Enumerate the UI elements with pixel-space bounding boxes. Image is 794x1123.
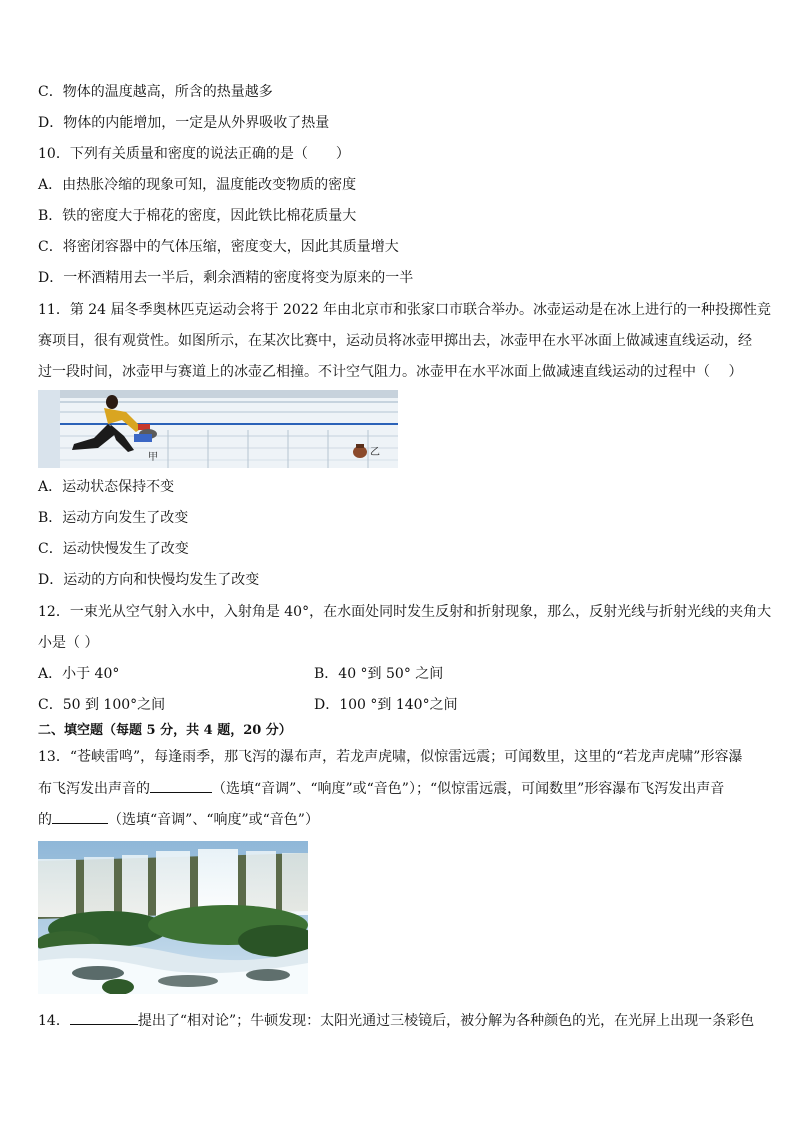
q11-stem-line3: 过一段时间，冰壶甲与赛道上的冰壶乙相撞。不计空气阻力。冰壶甲在水平冰面上做减速直线运动的过程中（ ） bbox=[38, 364, 743, 380]
q14-blank-1[interactable] bbox=[70, 1010, 138, 1025]
curling-illustration bbox=[38, 390, 398, 468]
q12-option-c: C．50 到 100°之间 bbox=[38, 697, 166, 713]
curling-label-yi: 乙 bbox=[370, 447, 380, 458]
q13-blank-1[interactable] bbox=[150, 778, 212, 793]
q14-stem-line1 bbox=[38, 1010, 754, 1031]
q10-option-a: A．由热胀冷缩的现象可知，温度能改变物质的密度 bbox=[38, 177, 357, 193]
q12-stem-line2: 小是（ ） bbox=[38, 635, 99, 651]
q10-option-b: B．铁的密度大于棉花的密度，因此铁比棉花质量大 bbox=[38, 208, 357, 224]
q11-option-a: A．运动状态保持不变 bbox=[38, 479, 175, 495]
q11-stem-line2: 赛项目，很有观赏性。如图所示，在某次比赛中，运动员将冰壶甲掷出去，冰壶甲在水平冰面上做减速直线运动，经 bbox=[38, 333, 752, 349]
q13-blank-2[interactable] bbox=[52, 809, 108, 824]
q9-option-d: D．物体的内能增加，一定是从外界吸收了热量 bbox=[38, 115, 330, 131]
waterfall-illustration bbox=[38, 841, 308, 994]
section-fill-in-title: 二、填空题（每题 5 分，共 4 题，20 分） bbox=[38, 723, 292, 738]
q12-option-b: B．40 °到 50° 之间 bbox=[314, 666, 444, 682]
q14-text: 提出了“相对论”；牛顿发现：太阳光通过三棱镜后，被分解为各种颜色的光，在光屏上出现一条彩色 bbox=[137, 1013, 755, 1029]
q10-option-d: D．一杯酒精用去一半后，剩余酒精的密度将变为原来的一半 bbox=[38, 270, 414, 286]
q13-line2-text-a: 布飞泻发出声音的 bbox=[38, 781, 150, 797]
q10-stem: 10．下列有关质量和密度的说法正确的是（ ） bbox=[38, 146, 350, 162]
q13-line2-text-b: （选填“音调”、“响度”或“音色”）；“似惊雷远震，可闻数里”形容瀑布飞泻发出声音 bbox=[212, 781, 725, 797]
q10-option-c: C．将密闭容器中的气体压缩，密度变大，因此其质量增大 bbox=[38, 239, 399, 255]
curling-figure bbox=[38, 390, 398, 468]
waterfall-figure bbox=[38, 841, 308, 994]
q13-line3-text-b: （选填“音调”、“响度”或“音色”） bbox=[108, 812, 319, 828]
q12-option-d: D．100 °到 140°之间 bbox=[314, 697, 458, 713]
q11-option-c: C．运动快慢发生了改变 bbox=[38, 541, 189, 557]
q14-number: 14． bbox=[38, 1013, 70, 1029]
q13-stem-line2 bbox=[38, 778, 724, 799]
q11-option-d: D．运动的方向和快慢均发生了改变 bbox=[38, 572, 260, 588]
q13-stem-line1: 13．“苍峡雷鸣”，每逢雨季，那飞泻的瀑布声，若龙声虎啸，似惊雷远震；可闻数里，这里的“若龙声虎啸”形容瀑 bbox=[38, 749, 743, 765]
q12-option-a: A．小于 40° bbox=[38, 666, 120, 682]
q9-option-c: C．物体的温度越高，所含的热量越多 bbox=[38, 84, 273, 100]
q11-option-b: B．运动方向发生了改变 bbox=[38, 510, 189, 526]
q11-stem-line1: 11．第 24 届冬季奥林匹克运动会将于 2022 年由北京市和张家口市联合举办。冰壶运动是在冰上进行的一种投掷性竞 bbox=[38, 302, 772, 318]
q13-line3-text-a: 的 bbox=[38, 812, 52, 828]
curling-label-jia: 甲 bbox=[148, 452, 158, 463]
q13-stem-line3 bbox=[38, 809, 319, 830]
q12-stem-line1: 12．一束光从空气射入水中，入射角是 40°，在水面处同时发生反射和折射现象，那么，反射光线与折射光线的夹角大 bbox=[38, 604, 772, 620]
